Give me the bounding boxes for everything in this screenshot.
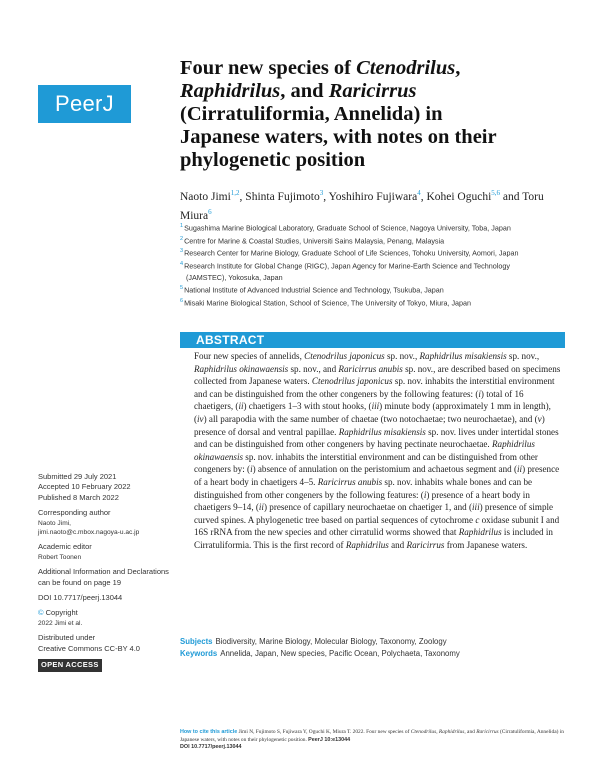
license-link[interactable]: Creative Commons CC-BY 4.0: [38, 643, 140, 653]
abstract-body: Four new species of annelids, Ctenodrilus japonicus sp. nov., Raphidrilus misakiensis sp. nov., Raphidrilus okinawaensis sp. nov., and Raricirrus anubis sp. nov., are described based on specimens collected from Japanese waters. Ctenodrilus japonicus sp. nov. inhabits the interstitial environment and can be distinguished from the other congeners by the following features: (i) total of 16 chaetigers, (ii) chaetigers 1–3 with stout hooks, (iii) minute body (approximately 1 mm in length), (iv) all parapodia with the same number of chaetae (two notochaetae; two neurochaetae), and (v) presence of dorsal and ventral papillae. Raphidrilus misakiensis sp. nov. lives under intertidal stones and can be distinguished from other congeners by having pectinate neurochaetae. Raphidrilus okinawaensis sp. nov. inhabits the interstitial environment and can be distinguished from other congeners by: (i) absence of annulation on the peristomium and achaetous segment and (ii) presence of a heart body in chaetigers 4–5. Raricirrus anubis sp. nov. inhabits whale bones and can be distinguished from other congeners by the following features: (i) presence of a heart body in chaetigers 9–14, (ii) presence of capillary neurochaetae on chaetiger 1, and (iii) presence of simple curved spines. A phylogenetic tree based on partial sequences of cytochrome c oxidase subunit I and 16S rRNA from the new species and other cirratulid worms showed that Raphidrilus is included in Cirratuliformia. This is the first record of Raphidrilus and Raricirrus from Japanese waters.: [194, 351, 561, 550]
subjects-label: Subjects: [180, 637, 213, 646]
keywords-row: [180, 648, 570, 660]
author-affiliation-sup: 4: [417, 189, 421, 197]
peerj-logo: PeerJ: [38, 85, 131, 123]
affiliation-list: [180, 221, 540, 308]
affiliation-item: $^4$Research Institute for Global Change (RIGC), Japan Agency for Marine-Earth Science and Technology (JAMSTEC), Yokosuka, Japan: [180, 261, 510, 282]
submitted-date: Submitted 29 July 2021: [38, 472, 117, 481]
article-title: Four new species of Ctenodrilus, Raphidrilus, and Raricirrus (Cirratuliformia, Annelida) in Japanese waters, with notes on their phylogenetic position: [180, 57, 497, 171]
open-access-badge: OPEN ACCESS: [38, 659, 102, 671]
copyright-holder: 2022 Jimi et al.: [38, 619, 83, 627]
author-name: Shinta Fujimoto: [245, 190, 320, 203]
how-to-cite: How to cite this article Jimi N, Fujimoto S, Fujiwara Y, Oguchi K, Miura T. 2022. Four new species of Ctenodrilus, Raphidrilus, and Raricirrus (Cirratuliformia, Annelida) in Japanese waters, with notes on their phylogenetic position. PeerJ 10:e13044 DOI 10.7717/peerj.13044: [180, 729, 564, 750]
copyright-icon: ©: [38, 608, 44, 618]
author-affiliation-sup: 5,6: [491, 189, 501, 197]
author-name: Naoto Jimi: [180, 190, 231, 203]
subjects-row: [180, 636, 570, 648]
academic-editor-name: Robert Toonen: [38, 553, 82, 561]
author-name: Yoshihiro Fujiwara: [328, 190, 418, 203]
corresponding-author-name: Naoto Jimi,: [38, 519, 71, 527]
article-doi[interactable]: DOI 10.7717/peerj.13044: [38, 593, 123, 603]
keywords-text: Annelida, Japan, New species, Pacific Ocean, Polychaeta, Taxonomy: [220, 648, 460, 658]
academic-editor-label: Academic editor: [38, 542, 92, 552]
subjects-text: Biodiversity, Marine Biology, Molecular Biology, Taxonomy, Zoology: [215, 637, 447, 646]
distributed-under-label: Distributed under: [38, 633, 96, 643]
affiliation-item: $^1$Sugashima Marine Biological Laboratory, Graduate School of Science, Nagoya University, Toba, Japan: [180, 223, 511, 233]
copyright-label: Copyright: [45, 608, 78, 618]
author-list: Naoto Jimi$^{1,2}$, Shinta Fujimoto$^3$, Yoshihiro Fujiwara$^4$, Kohei Oguchi$^{5,6}$ and Toru Miura$^6$: [180, 189, 544, 222]
corresponding-author-email[interactable]: jimi.naoto@c.mbox.nagoya-u.ac.jp: [38, 529, 140, 537]
author-affiliation-sup: 1,2: [230, 189, 240, 197]
affiliation-item: $^5$National Institute of Advanced Industrial Science and Technology, Tsukuba, Japan: [180, 285, 444, 295]
affiliation-item: $^2$Centre for Marine & Coastal Studies, Universiti Sains Malaysia, Penang, Malaysia: [180, 235, 445, 246]
author-name: Kohei Oguchi: [426, 190, 492, 203]
accepted-date: Accepted 10 February 2022: [38, 482, 131, 492]
cite-doi[interactable]: DOI 10.7717/peerj.13044: [180, 744, 242, 750]
affiliation-item: $^3$Research Center for Marine Biology, Graduate School of Life Sciences, Tohoku University, Aomori, Japan: [180, 248, 519, 258]
published-date: Published 8 March 2022: [38, 492, 119, 502]
author-affiliation-sup: 3: [319, 189, 324, 197]
author-name: Toru Miura: [180, 190, 544, 222]
subjects-keywords: [180, 636, 570, 659]
affiliation-item: $^6$Misaki Marine Biological Station, School of Science, The University of Tokyo, Miura, Japan: [180, 297, 472, 308]
article-sidebar: [38, 472, 173, 677]
keywords-label: Keywords: [180, 648, 218, 658]
additional-info: Additional Information and Declarations can be found on page 19: [38, 567, 169, 587]
cite-label: How to cite this article: [180, 729, 238, 735]
abstract-heading: ABSTRACT: [196, 333, 265, 347]
corresponding-author-label: Corresponding author: [38, 508, 111, 518]
cite-journal: PeerJ 10:e13044: [308, 736, 351, 743]
author-affiliation-sup: 6: [208, 207, 212, 216]
